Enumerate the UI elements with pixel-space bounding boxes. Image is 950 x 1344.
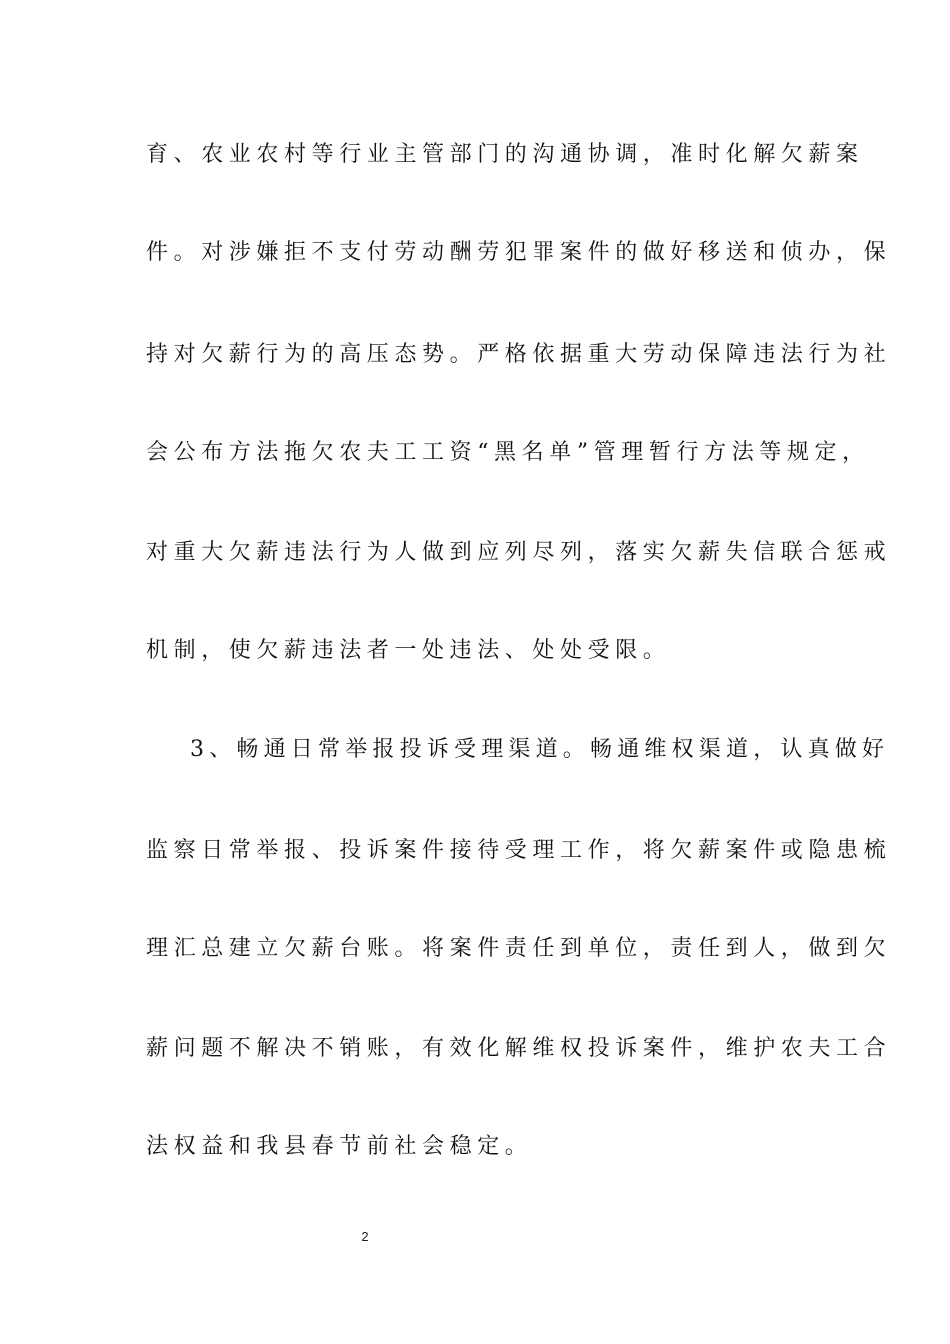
text-line: 持对欠薪行为的高压态势。严格依据重大劳动保障违法行为社	[146, 342, 892, 367]
text-line: 育、农业农村等行业主管部门的沟通协调，准时化解欠薪案	[146, 142, 864, 167]
text-line: 3、畅通日常举报投诉受理渠道。畅通维权渠道，认真做好	[190, 737, 890, 762]
text-line: 件。对涉嫌拒不支付劳动酬劳犯罪案件的做好移送和侦办，保	[146, 240, 892, 265]
text-line: 监察日常举报、投诉案件接待受理工作，将欠薪案件或隐患梳	[146, 838, 892, 863]
text-line: 对重大欠薪违法行为人做到应列尽列，落实欠薪失信联合惩戒	[146, 540, 892, 565]
text-line: 薪问题不解决不销账，有效化解维权投诉案件，维护农夫工合	[146, 1036, 892, 1061]
text-line: 会公布方法拖欠农夫工工资“黑名单”管理暂行方法等规定，	[146, 440, 870, 465]
text-line: 机制，使欠薪违法者一处违法、处处受限。	[146, 638, 671, 663]
page-number: 2	[361, 1229, 369, 1244]
text-line: 法权益和我县春节前社会稳定。	[146, 1134, 533, 1159]
text-line: 理汇总建立欠薪台账。将案件责任到单位，责任到人，做到欠	[146, 936, 892, 961]
